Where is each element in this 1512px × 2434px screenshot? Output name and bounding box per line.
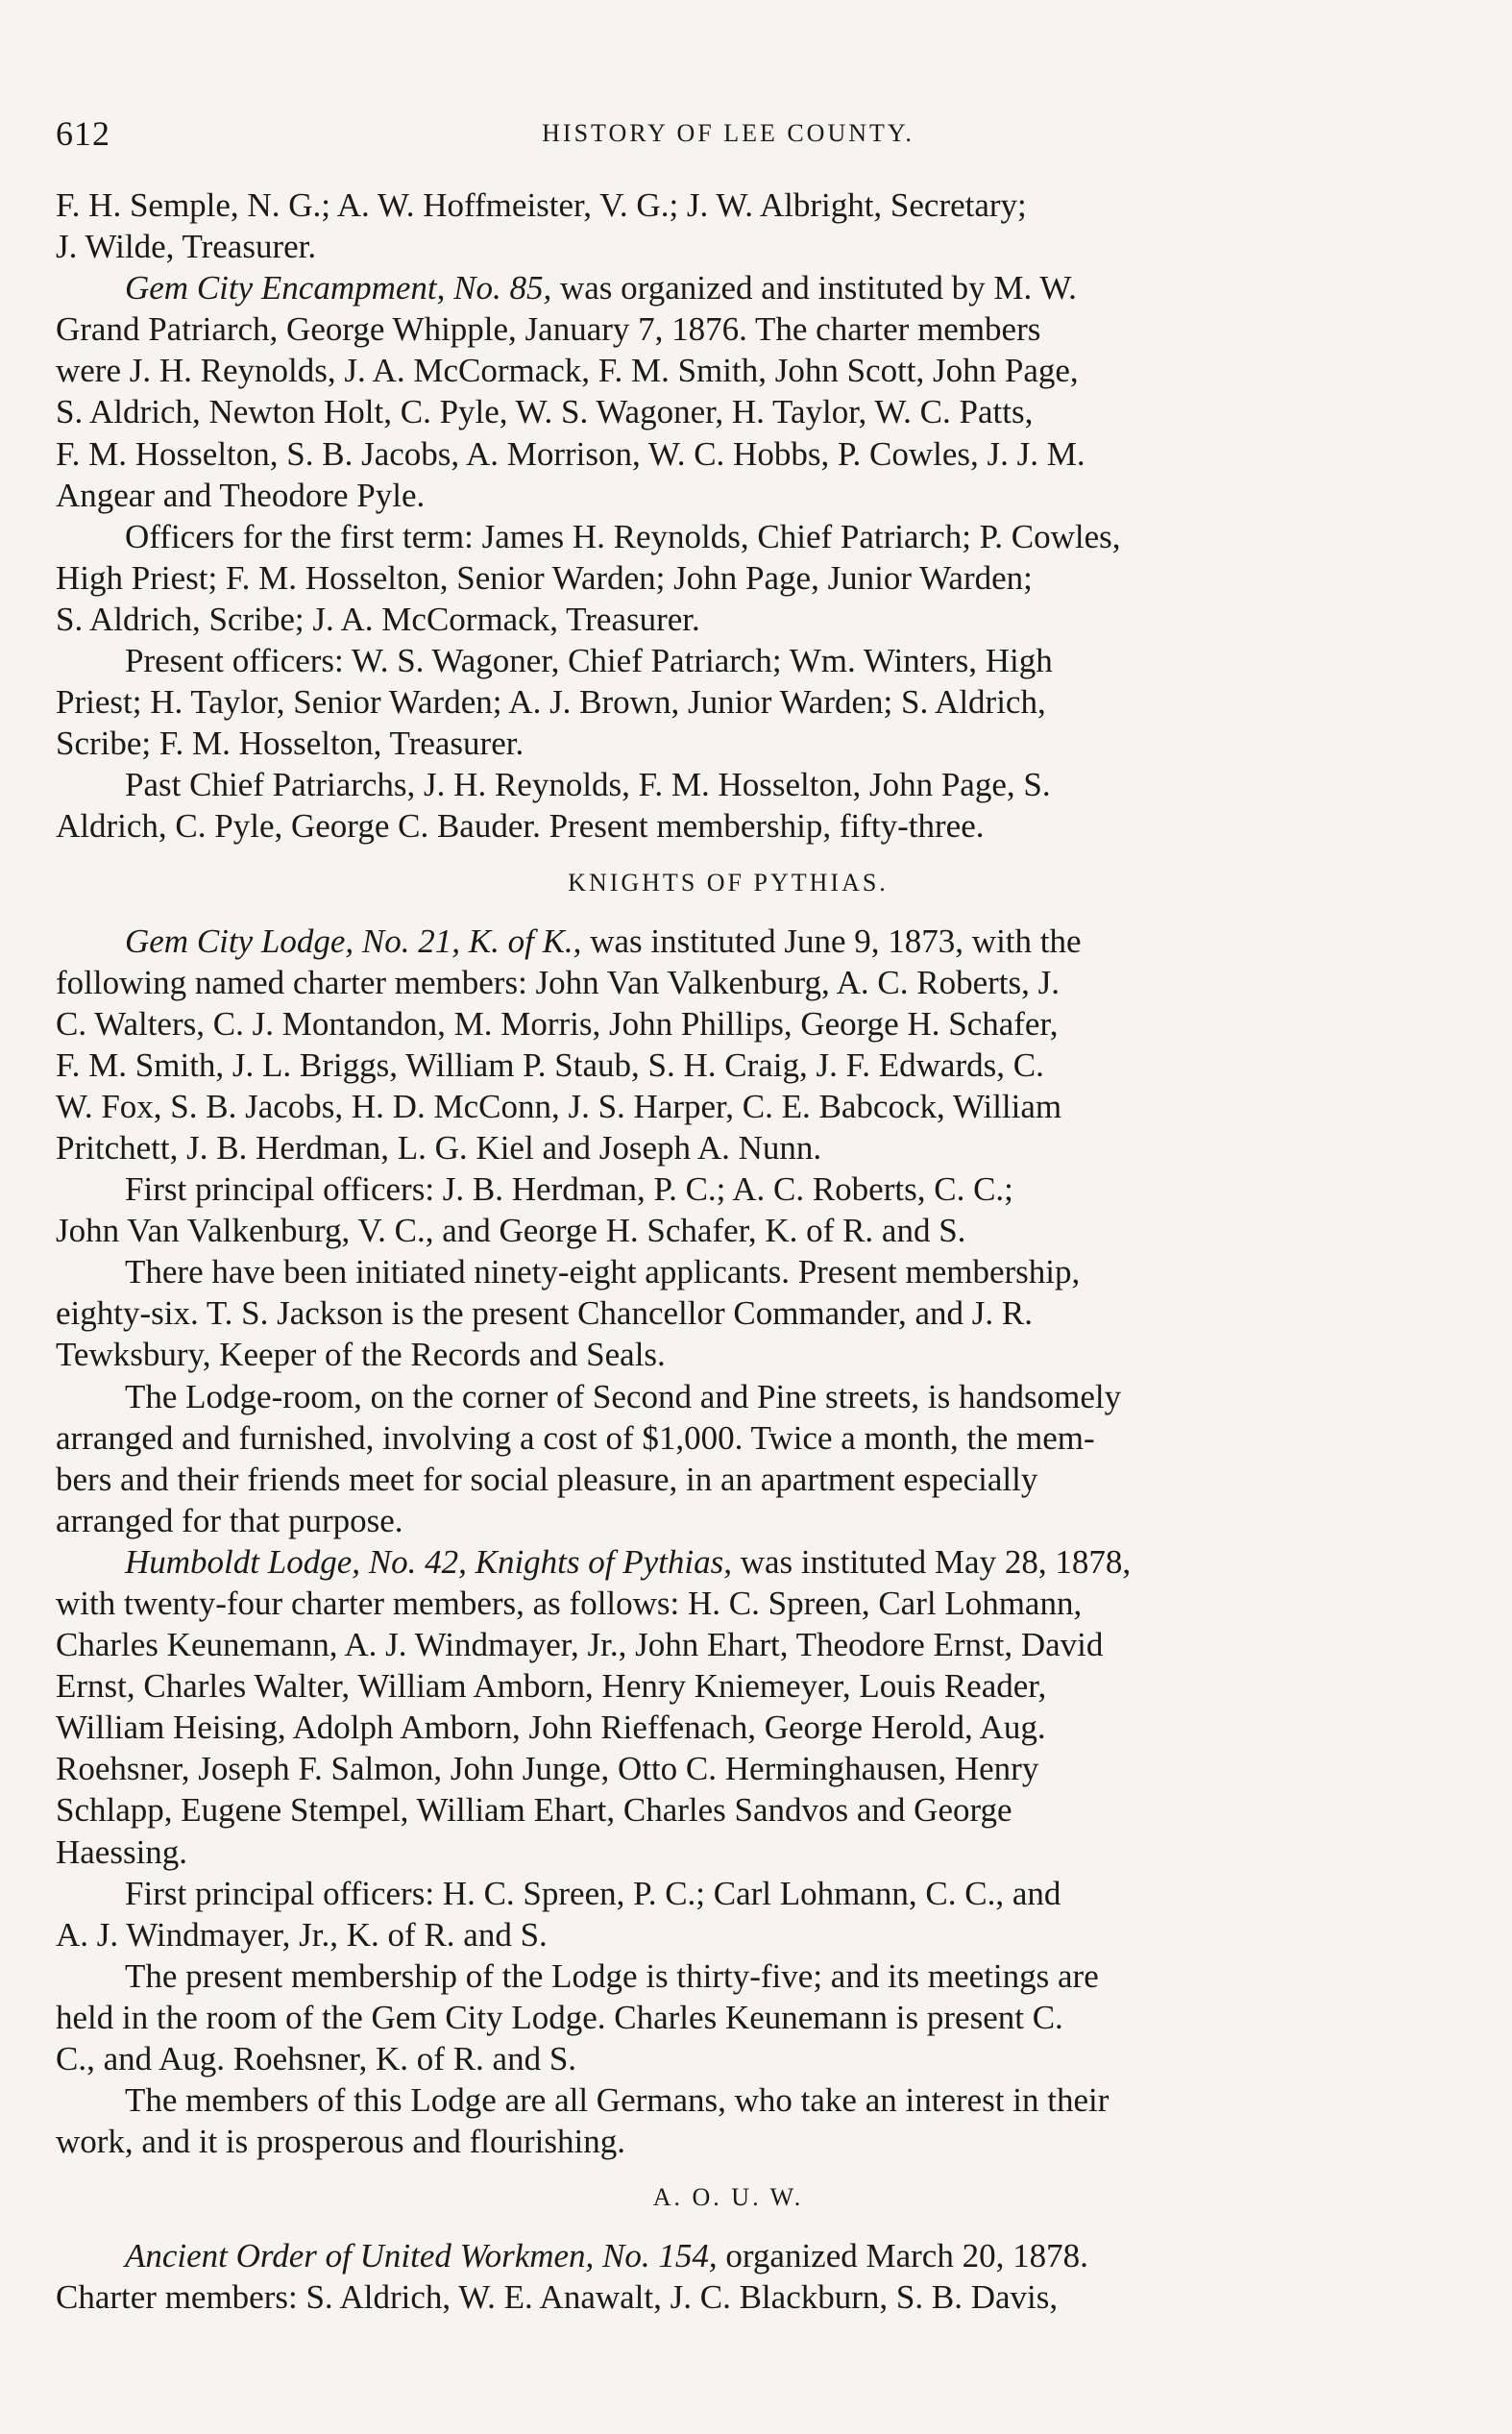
lodge-name: Humboldt Lodge, No. 42, Knights of Pythias, (125, 1542, 732, 1581)
paragraph-first-term-officers: Officers for the first term: James H. Reynolds, Chief Patriarch; P. Cowles, High Priest; F. M. Hosselton, Senior Warden; John Page, Junior Warden; S. Aldrich, Scribe; J. A. McCormack, Treasurer. (56, 517, 1121, 638)
paragraph-gem-city-lodge (56, 921, 1401, 1169)
paragraph-text: was organized and instituted by M. W. Grand Patriarch, George Whipple, January 7, 1876. The charter members were J. H. Reynolds, J. A. McCormack, F. M. Smith, John Scott, John Page, S. Aldrich, Newton Holt, C. Pyle, W. S. Wagoner, H. Taylor, W. C. Patts, F. M. Hosselton, S. B. Jacobs, A. Morrison, W. C. Hobbs, P. Cowles, J. J. M. Angear and Theodore Pyle. (56, 269, 1085, 514)
lodge-name: Ancient Order of United Workmen, No. 154, (125, 2237, 718, 2275)
paragraph-humboldt-membership: The present membership of the Lodge is thirty-five; and its meetings are held in the room of the Gem City Lodge. Charles Keunemann is present C. C., and Aug. Roehsner, K. of R. and S. (56, 1956, 1099, 2078)
paragraph-present-officers: Present officers: W. S. Wagoner, Chief Patriarch; Wm. Winters, High Priest; H. Taylor, Senior Warden; A. J. Brown, Junior Warden; S. Aldrich, Scribe; F. M. Hosselton, Treasurer. (56, 642, 1053, 763)
paragraph-humboldt-lodge (56, 1541, 1401, 1873)
page-header (56, 113, 1401, 171)
paragraph-gem-city-encampment (56, 267, 1401, 516)
paragraph-lodge-room: The Lodge-room, on the corner of Second and Pine streets, is handsomely arranged and furnished, involving a cost of $1,000. Twice a month, the mem- bers and their friends meet for social pleasure, in an apartment especially arranged for that purpose. (56, 1377, 1122, 1539)
paragraph-officers-continued: F. H. Semple, N. G.; A. W. Hoffmeister, V. G.; J. W. Albright, Secretary; J. Wilde, Treasurer. (56, 186, 1027, 266)
book-page (56, 113, 1401, 2319)
lodge-name: Gem City Encampment, No. 85, (125, 269, 552, 307)
section-heading-knights-of-pythias: KNIGHTS OF PYTHIAS. (568, 868, 889, 897)
page-number: 612 (56, 114, 110, 153)
paragraph-ancient-order (56, 2235, 1401, 2318)
paragraph-text: was instituted June 9, 1873, with the following named charter members: John Van Valkenburg, A. C. Roberts, J. C. Walters, C. J. Montandon, M. Morris, John Phillips, George H. Schafer, F. M. Smith, J. L. Briggs, William P. Staub, S. H. Craig, J. F. Edwards, C. W. Fox, S. B. Jacobs, H. D. McConn, J. S. Harper, C. E. Babcock, William Pritchett, J. B. Herdman, L. G. Kiel and Joseph A. Nunn. (56, 922, 1082, 1167)
paragraph-humboldt-members: The members of this Lodge are all Germans, who take an interest in their work, and it is prosperous and flourishing. (56, 2081, 1110, 2161)
paragraph-text: organized March 20, 1878. Charter members: S. Aldrich, W. E. Anawalt, J. C. Blackburn, S. B. Davis, (56, 2237, 1088, 2317)
paragraph-membership: There have been initiated ninety-eight applicants. Present membership, eighty-six. T. S. Jackson is the present Chancellor Commander, and J. R. Tewksbury, Keeper of the Records and Seals. (56, 1253, 1081, 1374)
paragraph-text: was instituted May 28, 1878, with twenty-four charter members, as follows: H. C. Spreen, Carl Lohmann, Charles Keunemann, A. J. Windmayer, Jr., John Ehart, Theodore Ernst, David Ernst, Charles Walter, William Amborn, Henry Kniemeyer, Louis Reader, William Heising, Adolph Amborn, John Rieffenach, George Herold, Aug. Roehsner, Joseph F. Salmon, John Junge, Otto C. Herminghausen, Henry Schlapp, Eugene Stempel, William Ehart, Charles Sandvos and George Haessing. (56, 1542, 1132, 1871)
section-heading-aouw: A. O. U. W. (652, 2183, 804, 2212)
running-title: HISTORY OF LEE COUNTY. (542, 119, 915, 147)
paragraph-past-chief-patriarchs: Past Chief Patriarchs, J. H. Reynolds, F. M. Hosselton, John Page, S. Aldrich, C. Pyle, George C. Bauder. Present membership, fifty-three. (56, 766, 1051, 846)
lodge-name: Gem City Lodge, No. 21, K. of K., (125, 922, 582, 960)
paragraph-humboldt-officers: First principal officers: H. C. Spreen, P. C.; Carl Lohmann, C. C., and A. J. Windmayer, Jr., K. of R. and S. (56, 1874, 1061, 1954)
paragraph-first-principal-officers: First principal officers: J. B. Herdman, P. C.; A. C. Roberts, C. C.; John Van Valkenburg, V. C., and George H. Schafer, K. of R. and S. (56, 1170, 1013, 1250)
